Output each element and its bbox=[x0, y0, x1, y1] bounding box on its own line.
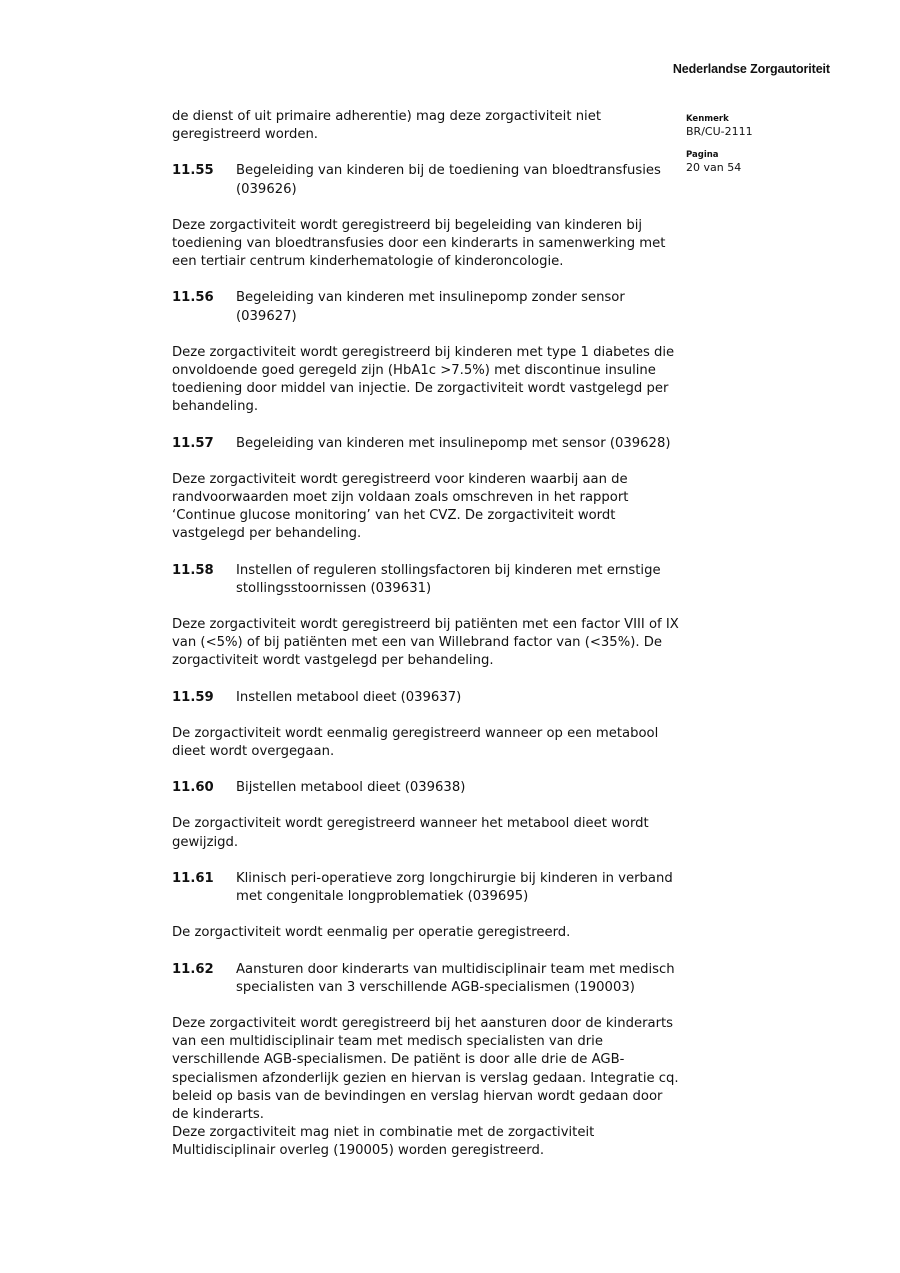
section-paragraph: De zorgactiviteit wordt eenmalig per operatie geregistreerd. bbox=[172, 925, 571, 941]
section-title: Begeleiding van kinderen met insulinepomp zonder sensor (039627) bbox=[236, 290, 625, 324]
section-paragraph: De zorgactiviteit wordt geregistreerd wanneer het metabool dieet wordt gewijzigd. bbox=[172, 816, 649, 850]
section-title: Aansturen door kinderarts van multidisciplinair team met medisch specialisten van 3 verschillende AGB-specialismen (190003) bbox=[236, 961, 675, 995]
section-heading bbox=[172, 289, 680, 325]
document-meta bbox=[686, 113, 806, 175]
section-paragraph: Deze zorgactiviteit wordt geregistreerd bij patiënten met een factor VIII of IX van (<5%) of bij patiënten met een van Willebrand factor van (<35%). De zorgactiviteit wordt vastgelegd per behandeling. bbox=[172, 617, 679, 669]
section-title: Instellen of reguleren stollingsfactoren bij kinderen met ernstige stollingsstoornissen (039631) bbox=[236, 562, 661, 596]
pagina-value: 20 van 54 bbox=[686, 161, 742, 174]
section-title: Begeleiding van kinderen bij de toediening van bloedtransfusies (039626) bbox=[236, 163, 661, 197]
section-title: Klinisch peri-operatieve zorg longchirurgie bij kinderen in verband met congenitale longproblematiek (039695) bbox=[236, 870, 673, 905]
section-heading bbox=[172, 435, 680, 453]
section-paragraph: Deze zorgactiviteit wordt geregistreerd voor kinderen waarbij aan de randvoorwaarden moet zijn voldaan zoals omschreven in het rapport ‘Continue glucose monitoring’ van het CVZ. De zorgactiviteit wordt vastgelegd per behandeling. bbox=[172, 471, 629, 542]
section-number: 11.55 bbox=[172, 163, 214, 179]
section-number: 11.60 bbox=[172, 780, 214, 796]
section-number: 11.59 bbox=[172, 689, 214, 705]
section-heading bbox=[172, 562, 680, 598]
section-title: Bijstellen metabool dieet (039638) bbox=[236, 780, 466, 796]
section-number: 11.57 bbox=[172, 435, 214, 451]
section-heading bbox=[172, 162, 680, 198]
section-paragraph: Deze zorgactiviteit wordt geregistreerd bij begeleiding van kinderen bij toediening van bloedtransfusies door een kinderarts in samenwerking met een tertiair centrum kinderhematologie of kinderoncologie. bbox=[172, 217, 666, 270]
section-heading bbox=[172, 870, 680, 906]
section-number: 11.62 bbox=[172, 961, 214, 977]
intro-paragraph: de dienst of uit primaire adherentie) mag deze zorgactiviteit niet geregistreerd worden. bbox=[172, 109, 602, 143]
kenmerk-value: BR/CU-2111 bbox=[686, 125, 753, 138]
organization-name: Nederlandse Zorgautoriteit bbox=[672, 62, 830, 76]
section-number: 11.61 bbox=[172, 870, 214, 886]
section-heading bbox=[172, 961, 680, 997]
kenmerk-label: Kenmerk bbox=[686, 114, 729, 124]
section-title: Begeleiding van kinderen met insulinepomp met sensor (039628) bbox=[236, 435, 671, 451]
section-number: 11.56 bbox=[172, 290, 214, 306]
section-title: Instellen metabool dieet (039637) bbox=[236, 689, 462, 705]
section-heading bbox=[172, 689, 680, 707]
section-paragraph: Deze zorgactiviteit wordt geregistreerd bij het aansturen door de kinderarts van een multidisciplinair team met medisch specialisten van drie verschillende AGB-specialismen. De patiënt is door alle drie de AGB-specialismen afzonderlijk gezien en hiervan is verslag gedaan. Integratie cq. beleid op basis van de bevindingen en verslag hiervan wordt gedaan door de kinderarts. bbox=[172, 1015, 679, 1122]
section-number: 11.58 bbox=[172, 562, 214, 578]
section-paragraph: Deze zorgactiviteit mag niet in combinatie met de zorgactiviteit Multidisciplinair overleg (190005) worden geregistreerd. bbox=[172, 1125, 595, 1159]
pagina-label: Pagina bbox=[686, 150, 719, 160]
section-heading bbox=[172, 779, 680, 797]
document-body bbox=[172, 108, 680, 1179]
section-paragraph: Deze zorgactiviteit wordt geregistreerd bij kinderen met type 1 diabetes die onvoldoende goed geregeld zijn (HbA1c >7.5%) met discontinue insuline toediening door middel van injectie. De zorgactiviteit wordt vastgelegd per behandeling. bbox=[172, 344, 675, 415]
sections-list bbox=[172, 162, 680, 1160]
section-paragraph: De zorgactiviteit wordt eenmalig geregistreerd wanneer op een metabool dieet wordt overgegaan. bbox=[172, 725, 659, 760]
